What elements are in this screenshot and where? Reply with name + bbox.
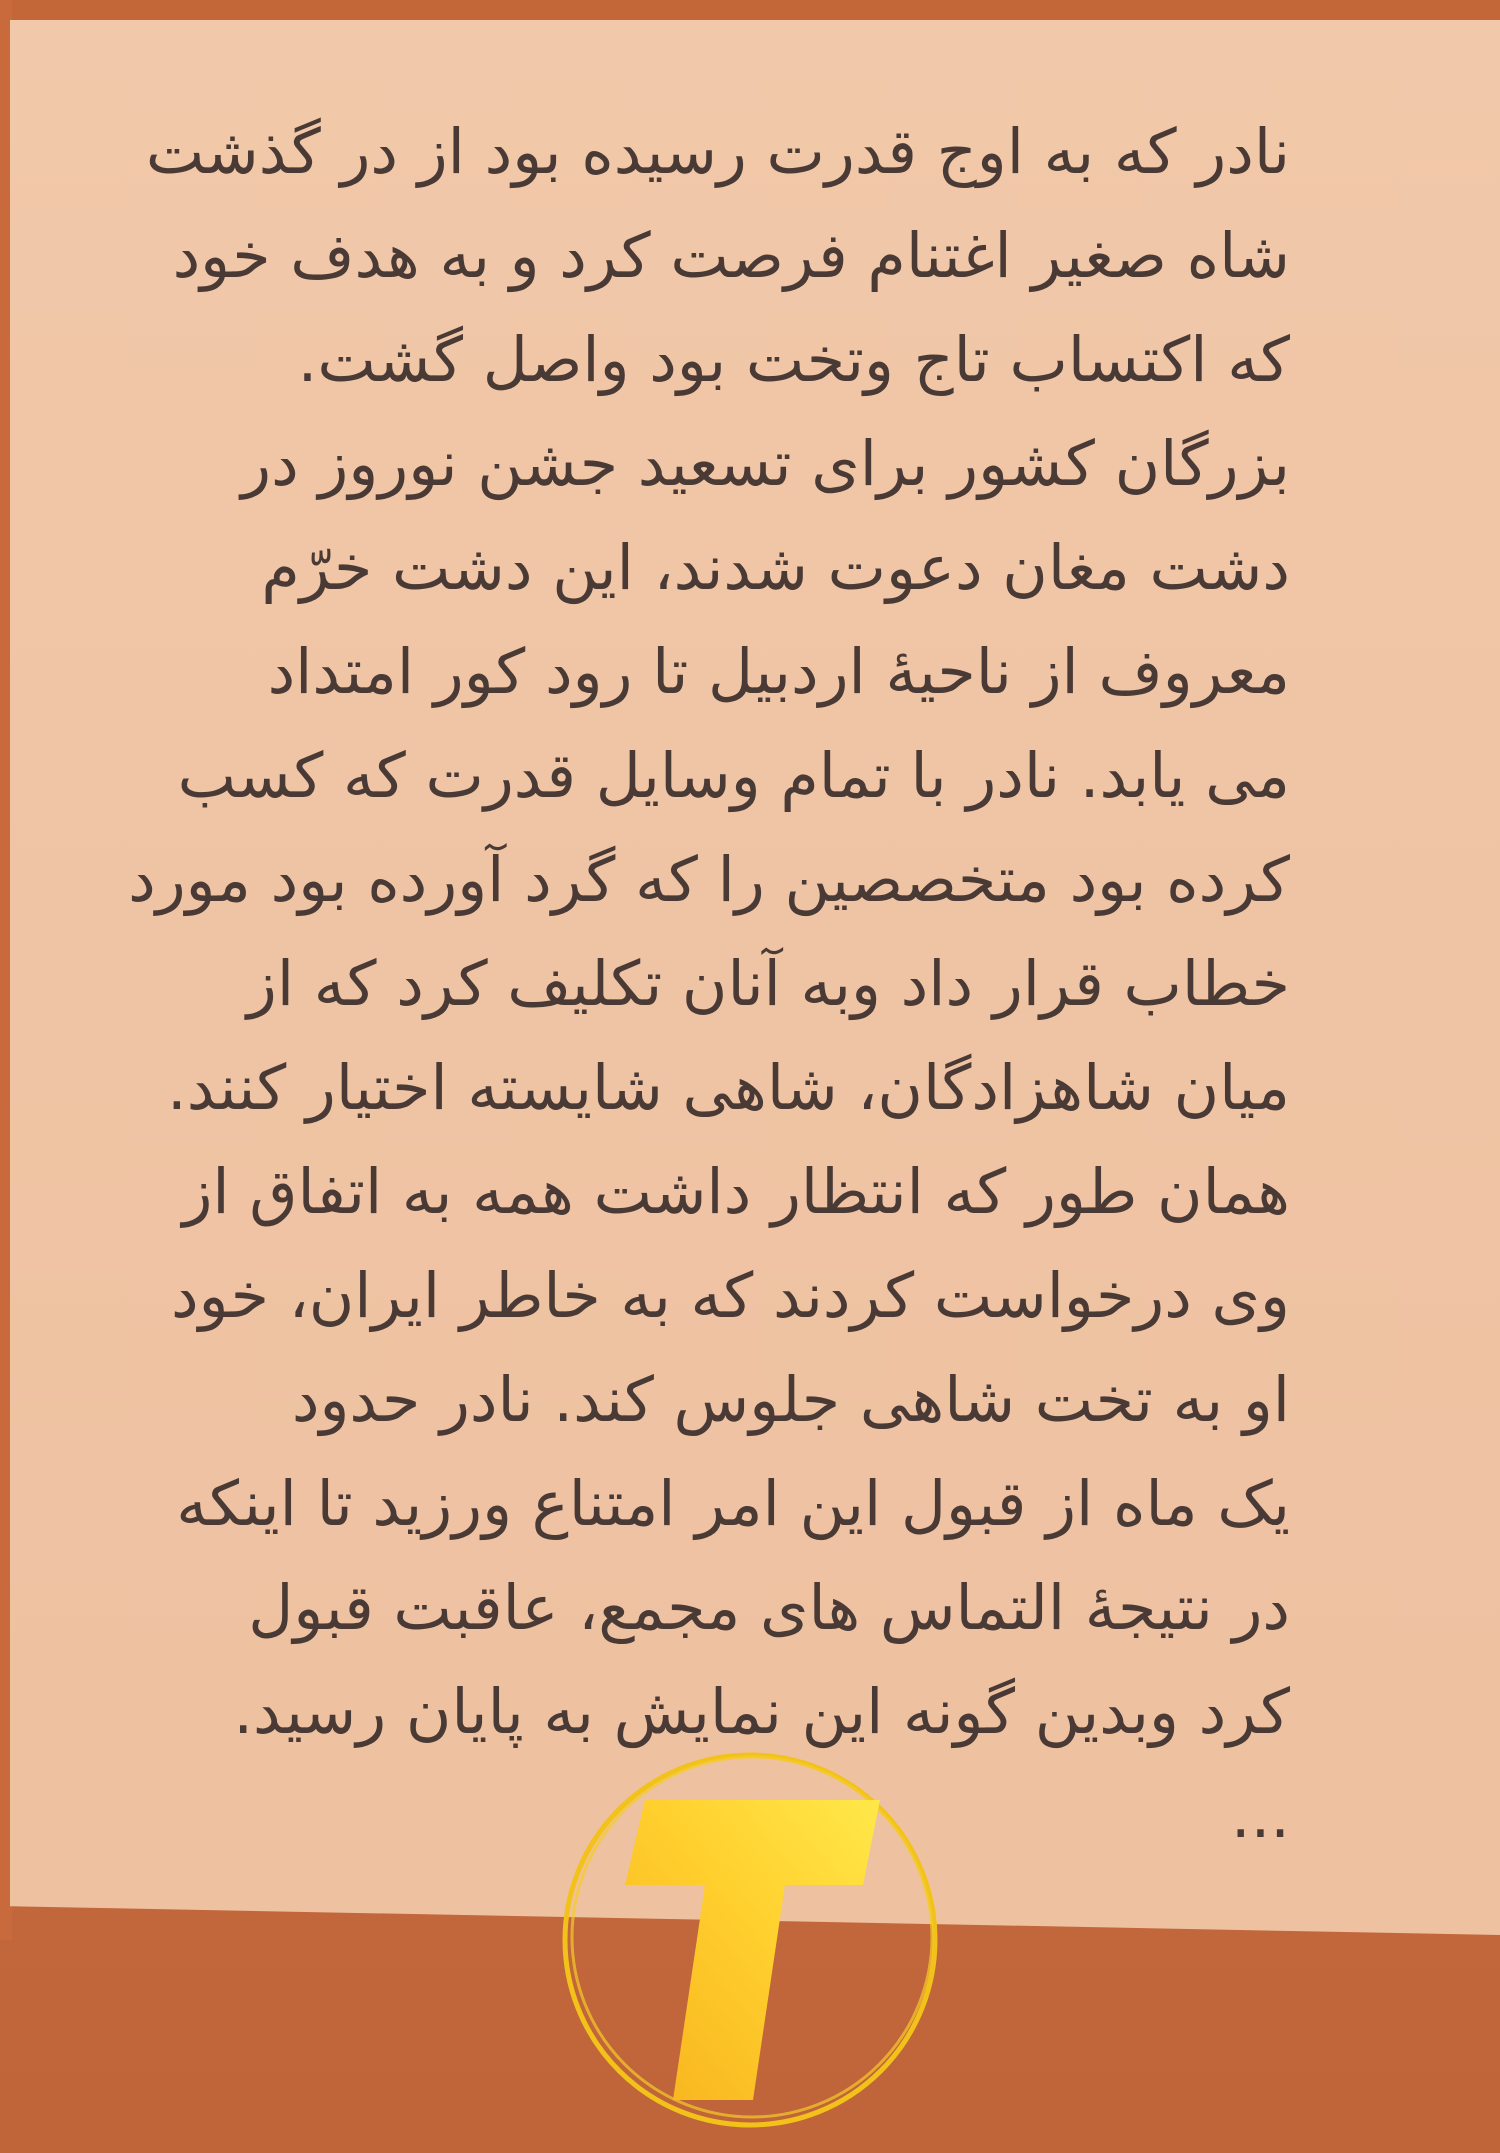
text-line: می یابد. نادر با تمام وسایل قدرت که کسب (177, 739, 1290, 812)
text-line: در نتیجهٔ التماس های مجمع، عاقبت قبول (248, 1571, 1290, 1644)
text-line: بزرگان کشور برای تسعید جشن نوروز در (241, 427, 1290, 500)
brand-logo-icon (555, 1745, 945, 2135)
text-line: وی درخواست کردند که به خاطر ایران، خود (171, 1259, 1290, 1332)
text-line: نادر که به اوج قدرت رسیده بود از در گذشت (145, 115, 1290, 188)
text-line: میان شاهزادگان، شاهی شایسته اختیار کنند. (167, 1051, 1290, 1124)
text-line: او به تخت شاهی جلوس کند. نادر حدود (291, 1363, 1290, 1436)
body-text (90, 100, 1290, 1868)
text-line: شاه صغیر اغتنام فرصت کرد و به هدف خود (172, 219, 1290, 292)
text-line: خطاب قرار داد وبه آنان تکلیف کرد که از (246, 947, 1290, 1020)
text-ellipsis: ... (1230, 1779, 1290, 1852)
text-line: کرد وبدین گونه این نمایش به پایان رسید. (233, 1675, 1290, 1748)
text-line: دشت مغان دعوت شدند، این دشت خرّم (261, 531, 1290, 604)
top-border (0, 0, 1500, 22)
logo-letter-t (625, 1800, 880, 2100)
text-line: یک ماه از قبول این امر امتناع ورزید تا اینکه (176, 1467, 1290, 1540)
text-line: کرده بود متخصصین را که گرد آورده بود مورد (128, 843, 1290, 916)
logo-graphic (555, 1745, 945, 2135)
text-line: که اکتساب تاج وتخت بود واصل گشت. (297, 323, 1290, 396)
text-line: معروف از ناحیهٔ اردبیل تا رود کور امتداد (267, 635, 1290, 708)
text-line: همان طور که انتظار داشت همه به اتفاق از (182, 1155, 1290, 1228)
